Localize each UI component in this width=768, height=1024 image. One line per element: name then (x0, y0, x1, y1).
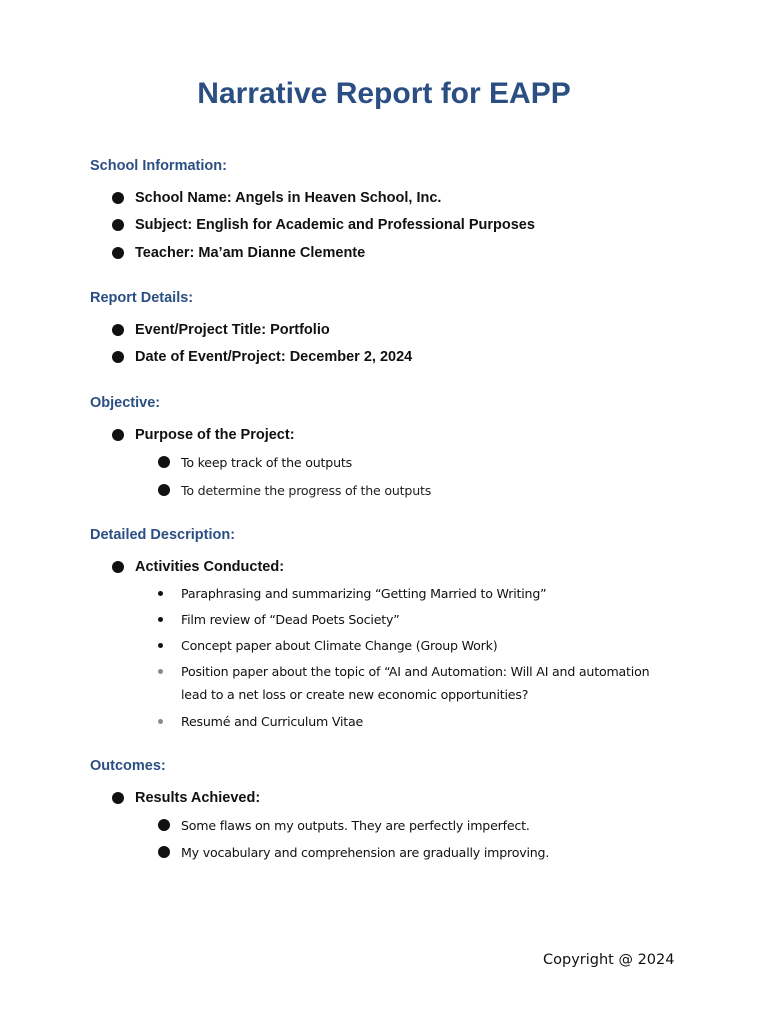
list-item (112, 787, 260, 809)
bullet-icon (158, 643, 163, 648)
bullet-icon (112, 324, 124, 336)
section-heading-objective: Objective: (90, 395, 161, 411)
sub-list-item-text: Some flaws on my outputs. They are perfectly imperfect. (181, 817, 530, 833)
list-item (112, 242, 365, 264)
sub-list-item-continuation: lead to a net loss or create new economic opportunities? (181, 687, 529, 702)
sub-list-item (158, 814, 530, 836)
sub-list-item-text: Film review of “Dead Poets Society” (181, 611, 400, 627)
sub-list-item-text: Resumé and Curriculum Vitae (181, 713, 364, 729)
bullet-icon (112, 219, 124, 231)
bullet-icon (158, 819, 170, 831)
bullet-icon (158, 617, 163, 622)
bullet-icon (112, 792, 124, 804)
copyright-notice: Copyright @ 2024 (543, 952, 675, 968)
sub-list-item (158, 841, 549, 863)
bullet-icon (112, 561, 124, 573)
bullet-icon (112, 247, 124, 259)
bullet-icon (112, 429, 124, 441)
sub-list-item-text: Paraphrasing and summarizing “Getting Married to Writing” (181, 585, 547, 601)
sub-list-item-text: Concept paper about Climate Change (Group Work) (181, 637, 498, 653)
bullet-icon (158, 456, 170, 468)
bullet-icon (158, 846, 170, 858)
section-heading-report-details: Report Details: (90, 290, 194, 306)
sub-list-item-text: To determine the progress of the outputs (181, 482, 432, 498)
list-item (112, 556, 284, 578)
list-item-text: Activities Conducted: (135, 559, 285, 575)
list-item-text: Results Achieved: (135, 790, 261, 806)
sub-list-item (156, 608, 400, 630)
list-item-text: Teacher: Ma’am Dianne Clemente (135, 245, 366, 261)
bullet-icon (158, 484, 170, 496)
list-item-text: School Name: Angels in Heaven School, Inc. (135, 190, 442, 206)
list-item-text: Event/Project Title: Portfolio (135, 322, 330, 338)
sub-list-item (158, 479, 431, 501)
sub-list-item (156, 710, 363, 732)
list-item-text: Subject: English for Academic and Professional Purposes (135, 217, 535, 233)
bullet-icon (158, 669, 163, 674)
list-item (112, 214, 535, 236)
sub-list-item (156, 582, 546, 604)
list-item (112, 424, 295, 446)
list-item-text: Date of Event/Project: December 2, 2024 (135, 349, 413, 365)
page-title: Narrative Report for EAPP (197, 77, 571, 110)
sub-list-item-text: Position paper about the topic of “AI and Automation: Will AI and automation (181, 663, 650, 679)
bullet-icon (112, 351, 124, 363)
bullet-icon (158, 591, 163, 596)
list-item (112, 319, 330, 341)
section-heading-outcomes: Outcomes: (90, 758, 166, 774)
list-item-text: Purpose of the Project: (135, 427, 295, 443)
sub-list-item-text: To keep track of the outputs (181, 454, 352, 470)
section-heading-school-information: School Information: (90, 158, 227, 174)
sub-list-item (156, 634, 497, 656)
sub-list-item (156, 660, 649, 682)
bullet-icon (158, 719, 163, 724)
sub-list-item (158, 451, 352, 473)
sub-list-item-text: My vocabulary and comprehension are gradually improving. (181, 844, 550, 860)
bullet-icon (112, 192, 124, 204)
list-item (112, 187, 441, 209)
list-item (112, 346, 412, 368)
section-heading-detailed-description: Detailed Description: (90, 527, 236, 543)
